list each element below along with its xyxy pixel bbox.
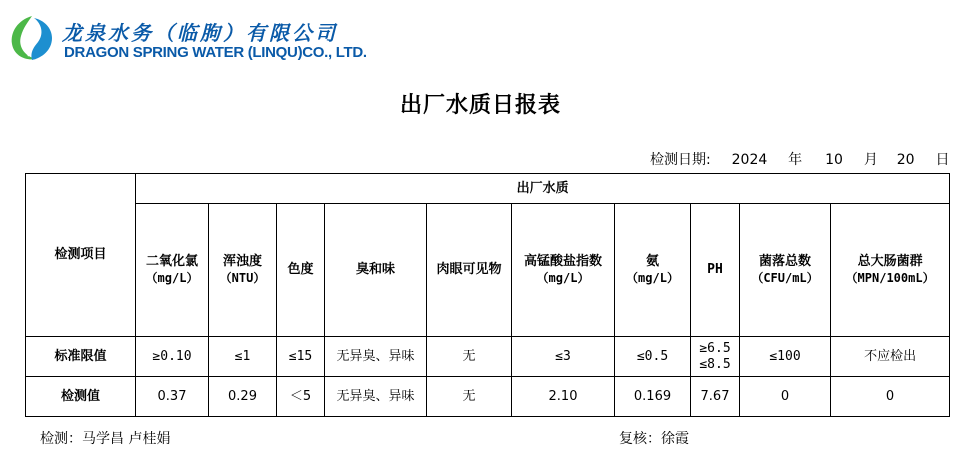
reviewer-label: 复核：: [619, 431, 661, 447]
table-cell: ≥6.5 ≤8.5: [691, 337, 740, 377]
table-cell: 0.169: [615, 377, 691, 417]
date-day: 20: [896, 152, 915, 168]
company-name-en: DRAGON SPRING WATER (LINQU)CO., LTD.: [64, 44, 367, 61]
dragon-spring-logo-icon: [8, 14, 58, 62]
inspector-names: 马学昌 卢桂娟: [82, 431, 171, 447]
table-cell: 无: [427, 337, 512, 377]
row-label: 检测值: [26, 377, 136, 417]
table-cell: 0: [831, 377, 950, 417]
table-cell: ≤1: [209, 337, 277, 377]
item-header: 检测项目: [26, 174, 136, 337]
table-cell: ≤15: [277, 337, 325, 377]
report-title: 出厂水质日报表: [399, 92, 561, 118]
date-month: 10: [825, 152, 843, 168]
table-row: [26, 377, 950, 417]
column-header: 菌落总数 （CFU/mL）: [740, 204, 831, 337]
table-cell: 0.29: [209, 377, 277, 417]
table-cell: ≤0.5: [615, 337, 691, 377]
inspection-date: [650, 149, 949, 169]
column-header: 高锰酸盐指数 （mg/L）: [512, 204, 615, 337]
column-header-row: [26, 204, 950, 337]
company-name-cn: 龙泉水务（临朐）有限公司: [62, 21, 338, 45]
table-cell: 无: [427, 377, 512, 417]
table-cell: 0.37: [136, 377, 209, 417]
table-cell: 无异臭、异味: [325, 377, 427, 417]
table-cell: ≥0.10: [136, 337, 209, 377]
column-header: 氨 （mg/L）: [615, 204, 691, 337]
column-header: 臭和味: [325, 204, 427, 337]
table-cell: ≤3: [512, 337, 615, 377]
column-header: PH: [691, 204, 740, 337]
water-quality-table: [25, 173, 950, 417]
table-cell: 不应检出: [831, 337, 950, 377]
table-cell: 7.67: [691, 377, 740, 417]
column-header: 浑浊度 （NTU）: [209, 204, 277, 337]
column-header: 二氧化氯 （mg/L）: [136, 204, 209, 337]
table-cell: 2.10: [512, 377, 615, 417]
group-header: 出厂水质: [136, 174, 950, 204]
date-month-unit: 月: [863, 152, 878, 168]
column-header: 总大肠菌群 （MPN/100mL）: [831, 204, 950, 337]
date-year: 2024: [731, 152, 768, 168]
column-header: 色度: [277, 204, 325, 337]
date-year-unit: 年: [788, 152, 803, 168]
table-row: [26, 337, 950, 377]
date-label: 检测日期:: [650, 152, 711, 168]
table-cell: 无异臭、异味: [325, 337, 427, 377]
table-cell: 0: [740, 377, 831, 417]
column-header: 肉眼可见物: [427, 204, 512, 337]
reviewer-line: [619, 428, 689, 448]
inspector-line: [40, 428, 170, 448]
reviewer-name: 徐霞: [661, 431, 689, 447]
table-cell: ＜5: [277, 377, 325, 417]
date-day-unit: 日: [935, 152, 950, 168]
table-cell: ≤100: [740, 337, 831, 377]
row-label: 标准限值: [26, 337, 136, 377]
inspector-label: 检测：: [40, 431, 82, 447]
